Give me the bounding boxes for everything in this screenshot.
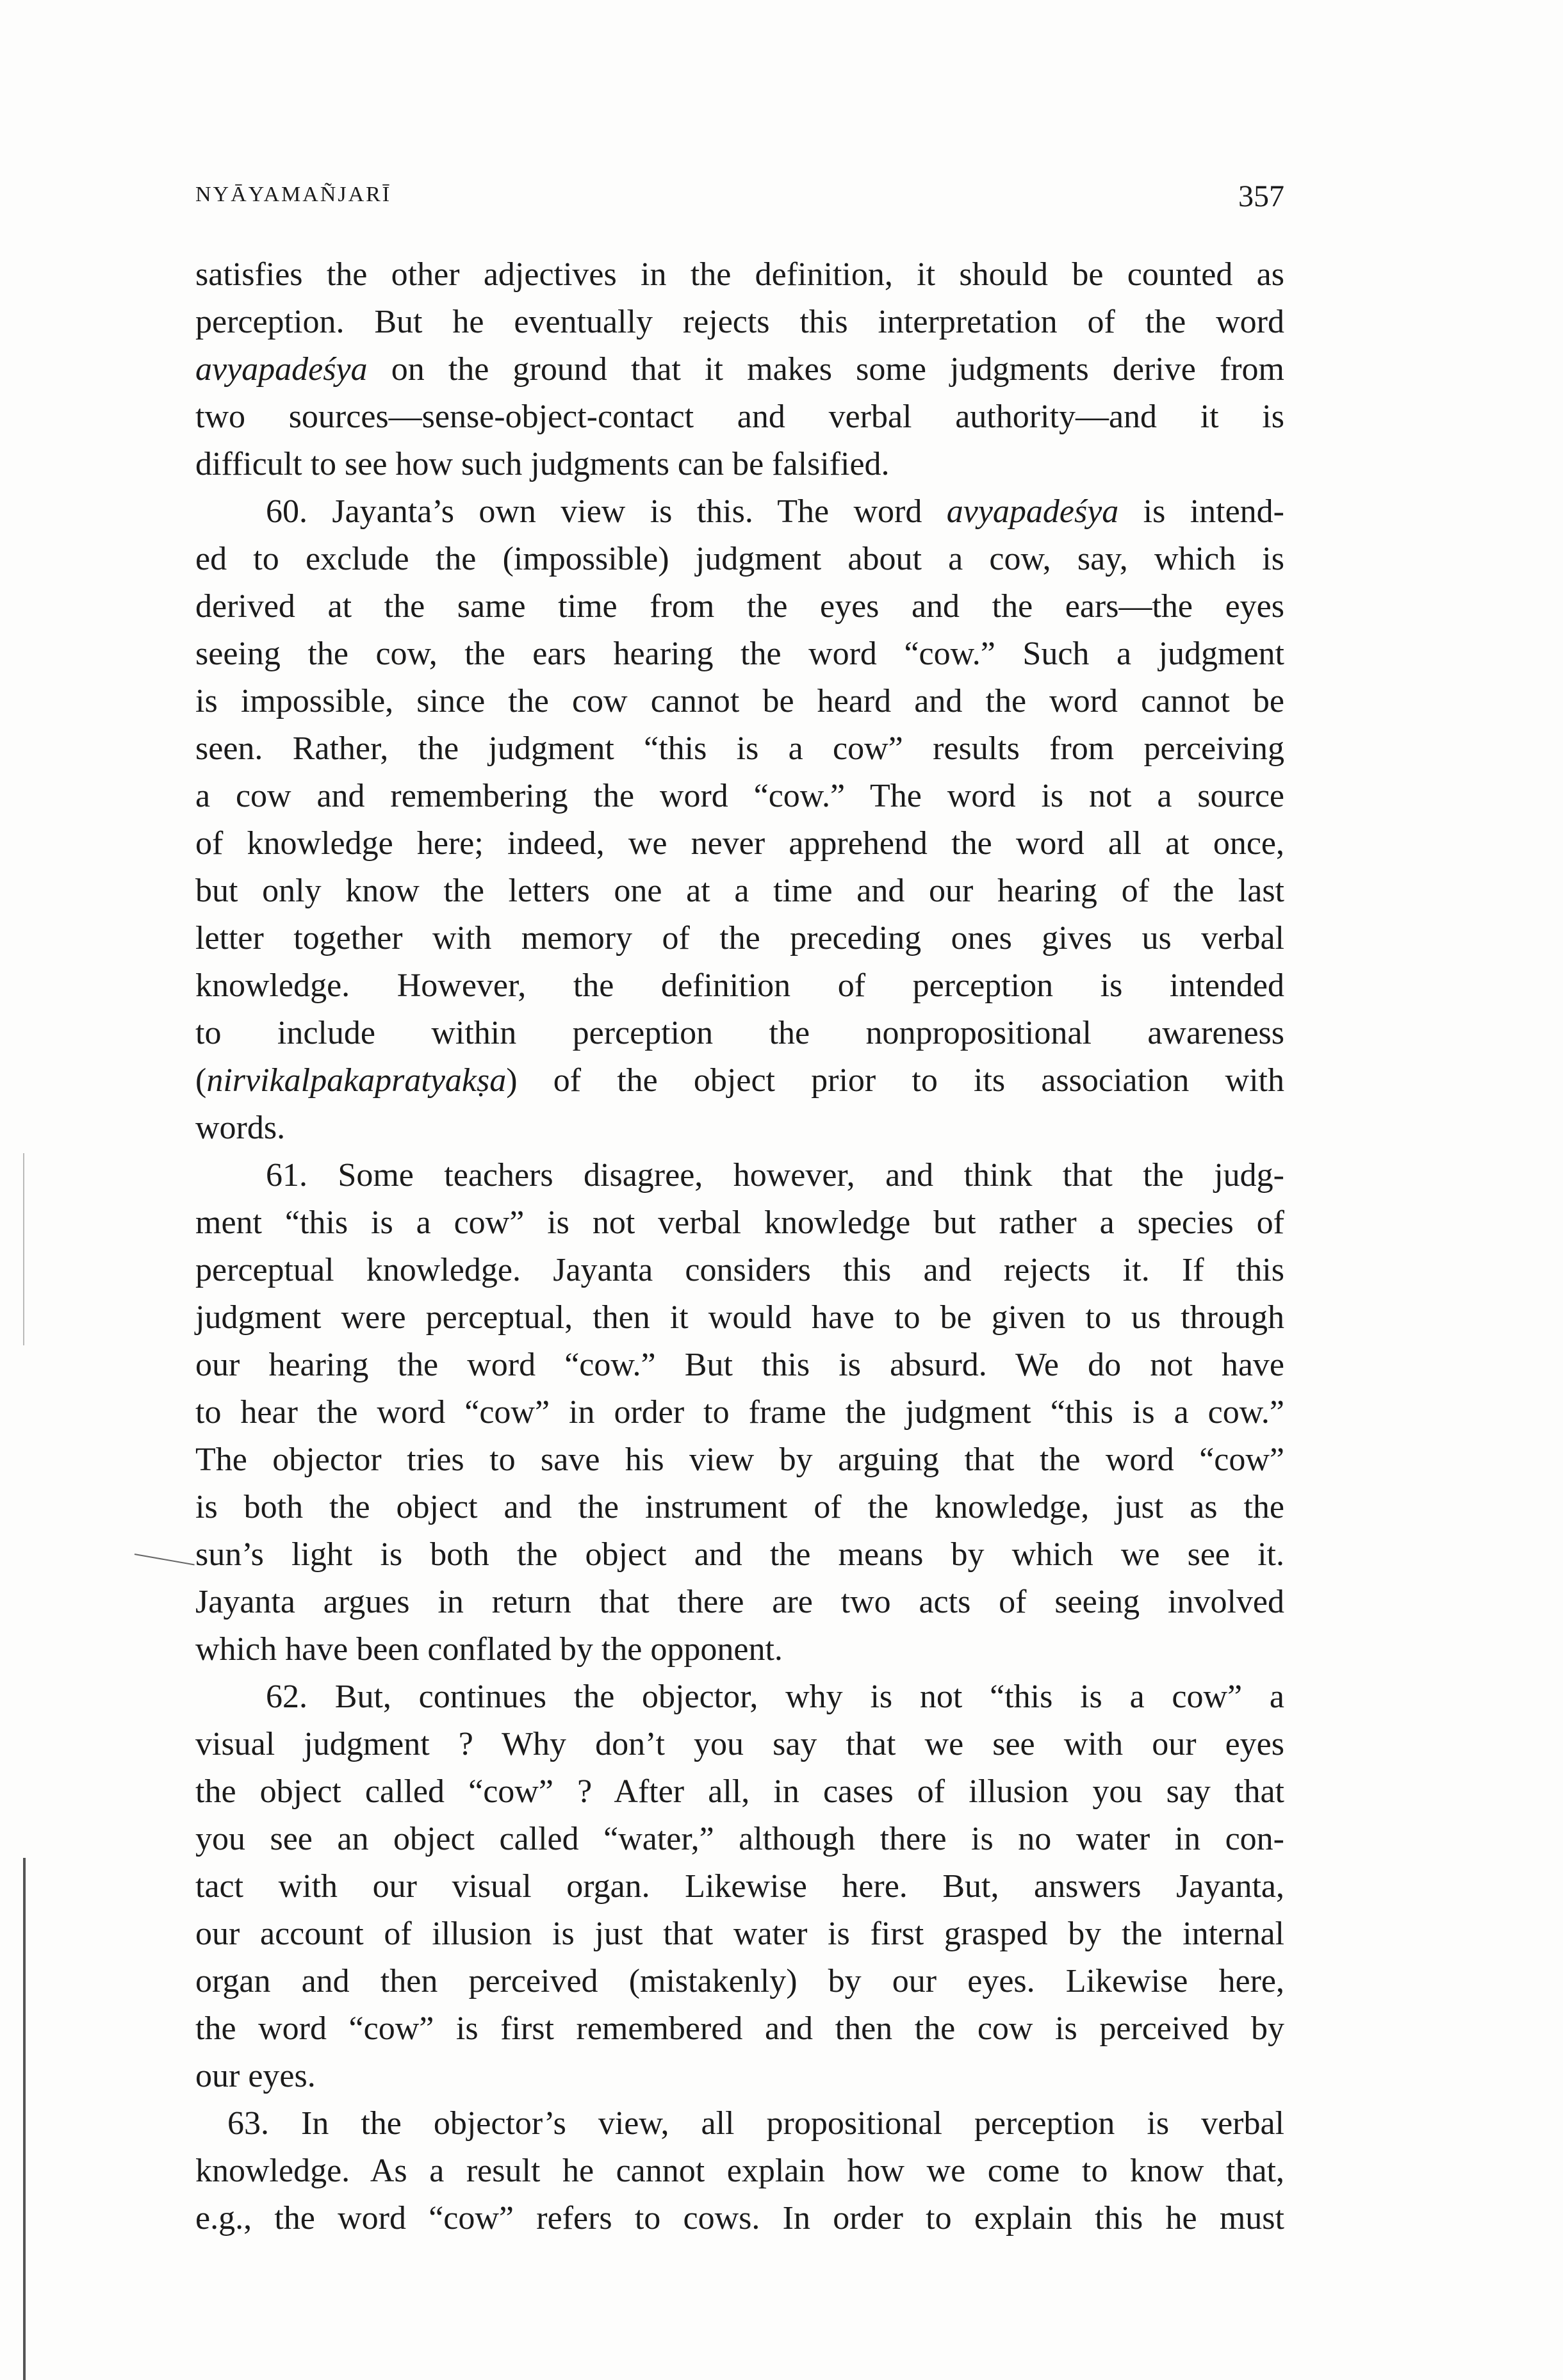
text-line: sun’s light is both the object and the means by which we see it. bbox=[195, 1536, 1284, 1573]
text-line: which have been conflated by the opponent. bbox=[195, 1631, 783, 1668]
text-line: knowledge. As a result he cannot explain how we come to know that, bbox=[195, 2153, 1284, 2189]
scan-edge-shadow bbox=[23, 1153, 24, 1345]
text-line: knowledge. However, the definition of perception is intended bbox=[195, 967, 1284, 1004]
paragraph-63-start: 63. In the objector’s view, all propositional perception is verbal bbox=[227, 2105, 1284, 2142]
text-line: letter together with memory of the preceding ones gives us verbal bbox=[195, 920, 1284, 956]
text-line: words. bbox=[195, 1110, 286, 1146]
paragraph-62-start: 62. But, continues the objector, why is not “this is a cow” a bbox=[266, 1678, 1284, 1715]
text-line: the object called “cow” ? After all, in cases of illusion you say that bbox=[195, 1773, 1284, 1810]
text-line: of knowledge here; indeed, we never apprehend the word all at once, bbox=[195, 825, 1284, 862]
text-line: e.g., the word “cow” refers to cows. In order to explain this he must bbox=[195, 2200, 1284, 2236]
text-line: two sources—sense-object-contact and verbal authority—and it is bbox=[195, 398, 1284, 435]
text-line: to include within perception the nonpropositional awareness bbox=[195, 1015, 1284, 1051]
sanskrit-term: avyapadeśya bbox=[195, 351, 368, 388]
text-line: (nirvikalpakapratyakṣa) of the object prior to its association with bbox=[195, 1062, 1284, 1099]
page-number: 357 bbox=[1238, 179, 1284, 213]
text-line: difficult to see how such judgments can be falsified. bbox=[195, 446, 890, 482]
text-line: satisfies the other adjectives in the definition, it should be counted as bbox=[195, 256, 1284, 293]
text-line: perception. But he eventually rejects this interpretation of the word bbox=[195, 304, 1284, 340]
text-line: the word “cow” is first remembered and then the cow is perceived by bbox=[195, 2010, 1284, 2047]
scan-edge-shadow bbox=[23, 1858, 26, 2380]
text-line: avyapadeśya on the ground that it makes some judgments derive from bbox=[195, 351, 1284, 388]
text-line: Jayanta argues in return that there are two acts of seeing involved bbox=[195, 1584, 1284, 1620]
text-line: derived at the same time from the eyes and the ears—the eyes bbox=[195, 588, 1284, 625]
text-line: our eyes. bbox=[195, 2058, 316, 2094]
text-line: visual judgment ? Why don’t you say that we see with our eyes bbox=[195, 1726, 1284, 1762]
paragraph-61-start: 61. Some teachers disagree, however, and think that the judg- bbox=[266, 1157, 1284, 1194]
text-line: seeing the cow, the ears hearing the word “cow.” Such a judgment bbox=[195, 636, 1284, 672]
text-line: The objector tries to save his view by arguing that the word “cow” bbox=[195, 1441, 1284, 1478]
sanskrit-term: avyapadeśya bbox=[946, 493, 1119, 530]
margin-pencil-mark bbox=[135, 1554, 195, 1565]
page-header bbox=[195, 179, 1284, 221]
text-line: a cow and remembering the word “cow.” The word is not a source bbox=[195, 778, 1284, 814]
text-line: organ and then perceived (mistakenly) by our eyes. Likewise here, bbox=[195, 1963, 1284, 1999]
body-text bbox=[195, 251, 1284, 2242]
text-line: seen. Rather, the judgment “this is a cow” results from perceiving bbox=[195, 730, 1284, 767]
text-line: ed to exclude the (impossible) judgment about a cow, say, which is bbox=[195, 541, 1284, 577]
text-line: you see an object called “water,” although there is no water in con- bbox=[195, 1821, 1284, 1857]
text-line: judgment were perceptual, then it would have to be given to us through bbox=[195, 1299, 1284, 1336]
text-line: tact with our visual organ. Likewise here. But, answers Jayanta, bbox=[195, 1868, 1284, 1905]
sanskrit-term: nirvikalpakapratyakṣa bbox=[206, 1062, 507, 1099]
running-head: NYĀYAMAÑJARĪ bbox=[195, 183, 392, 206]
paragraph-60-start: 60. Jayanta’s own view is this. The word avyapadeśya is intend- bbox=[266, 493, 1284, 530]
text-line: to hear the word “cow” in order to frame the judgment “this is a cow.” bbox=[195, 1394, 1284, 1431]
text-line: is impossible, since the cow cannot be heard and the word cannot be bbox=[195, 683, 1284, 719]
text-line: ment “this is a cow” is not verbal knowledge but rather a species of bbox=[195, 1204, 1284, 1241]
text-line: but only know the letters one at a time and our hearing of the last bbox=[195, 873, 1284, 909]
text-line: perceptual knowledge. Jayanta considers this and rejects it. If this bbox=[195, 1252, 1284, 1288]
text-line: our hearing the word “cow.” But this is absurd. We do not have bbox=[195, 1347, 1284, 1383]
text-line: our account of illusion is just that water is first grasped by the internal bbox=[195, 1916, 1284, 1952]
text-line: is both the object and the instrument of the knowledge, just as the bbox=[195, 1489, 1284, 1525]
